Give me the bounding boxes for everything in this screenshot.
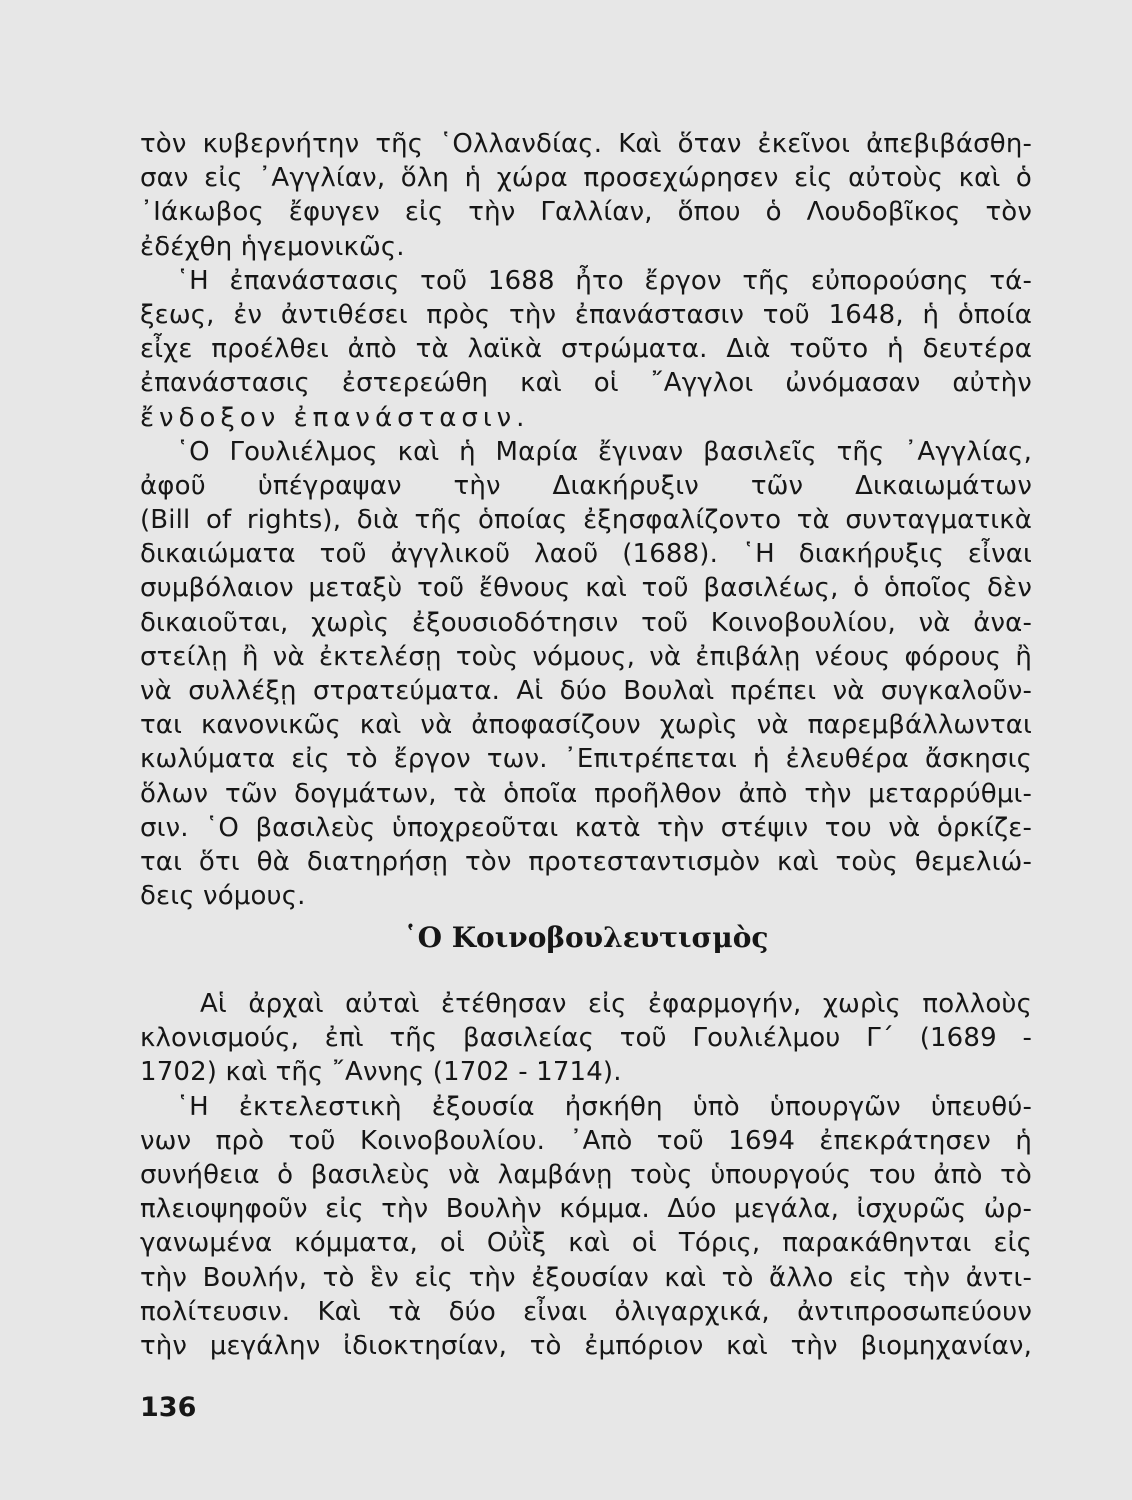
text-line: τὴν Βουλήν, τὸ ἓν εἰς τὴν ἐξουσίαν καὶ τὸ ἄλλο εἰς τὴν ἀντι- bbox=[140, 1262, 1032, 1293]
text-line: νων πρὸ τοῦ Κοινοβουλίου. ᾿Απὸ τοῦ 1694 ἐπεκράτησεν ἡ bbox=[140, 1125, 1032, 1156]
text-line: τὸν κυβερνήτην τῆς ῾Ολλανδίας. Καὶ ὅταν ἐκεῖνοι ἀπεβιβάσθη- bbox=[140, 129, 1032, 159]
text-line: σαν εἰς ᾿Αγγλίαν, ὅλη ἡ χώρα προσεχώρησεν εἰς αὐτοὺς καὶ ὁ bbox=[140, 163, 1032, 194]
text-line: ται κανονικῶς καὶ νὰ ἀποφασίζουν χωρὶς νὰ παρεμβάλλωνται bbox=[140, 710, 1032, 741]
body-text-upper bbox=[140, 127, 1032, 913]
text-line: συνήθεια ὁ βασιλεὺς νὰ λαμβάνῃ τοὺς ὑπουργούς του ἀπὸ τὸ bbox=[140, 1159, 1032, 1190]
text-line: ῾Ο Γουλιέλμος καὶ ἡ Μαρία ἔγιναν βασιλεῖς τῆς ᾿Αγγλίας, bbox=[176, 436, 1032, 467]
text-line: πολίτευσιν. Καὶ τὰ δύο εἶναι ὀλιγαρχικά, ἀντιπροσωπεύουν bbox=[140, 1296, 1032, 1327]
text-line: εἶχε προέλθει ἀπὸ τὰ λαϊκὰ στρώματα. Διὰ τοῦτο ἡ δευτέρα bbox=[140, 334, 1032, 365]
text-line: γανωμένα κόμματα, οἱ Οὐῒξ καὶ οἱ Τόρις, παρακάθηνται εἰς bbox=[140, 1228, 1032, 1259]
text-line: στείλῃ ἢ νὰ ἐκτελέσῃ τοὺς νόμους, νὰ ἐπιβάλῃ νέους φόρους ἢ bbox=[140, 641, 1032, 672]
text-line: ἐπανάστασις ἐστερεώθη καὶ οἱ ῎Αγγλοι ὠνόμασαν αὐτὴν bbox=[140, 368, 1032, 399]
text-line: ἀφοῦ ὑπέγραψαν τὴν Διακήρυξιν τῶν Δικαιωμάτων bbox=[140, 470, 1032, 501]
section-heading: ῾Ο Κοινοβουλευτισμὸς bbox=[403, 921, 769, 954]
text-line: Αἱ ἀρχαὶ αὐταὶ ἐτέθησαν εἰς ἐφαρμογήν, χωρὶς πολλοὺς bbox=[200, 989, 1032, 1019]
text-line: δεις νόμους. bbox=[140, 881, 306, 912]
text-line: τὴν μεγάλην ἰδιοκτησίαν, τὸ ἐμπόριον καὶ τὴν βιομηχανίαν, bbox=[140, 1330, 1032, 1361]
text-line: ἔνδοξον ἐπανάστασιν. bbox=[140, 402, 530, 433]
text-line: 1702) καὶ τῆς ῎Αννης (1702 - 1714). bbox=[140, 1057, 622, 1088]
text-line: ῾Η ἐπανάστασις τοῦ 1688 ἦτο ἔργον τῆς εὐπορούσης τά- bbox=[176, 265, 1032, 296]
text-line: ξεως, ἐν ἀντιθέσει πρὸς τὴν ἐπανάστασιν τοῦ 1648, ἡ ὁποία bbox=[140, 299, 1032, 330]
text-line: ῾Η ἐκτελεστικὴ ἐξουσία ἠσκήθη ὑπὸ ὑπουργῶν ὑπευθύ- bbox=[176, 1091, 1032, 1122]
body-text-lower bbox=[140, 987, 1032, 1363]
text-line: σιν. ῾Ο βασιλεὺς ὑποχρεοῦται κατὰ τὴν στέψιν του νὰ ὁρκίζε- bbox=[140, 812, 1032, 843]
text-line: νὰ συλλέξῃ στρατεύματα. Αἱ δύο Βουλαὶ πρέπει νὰ συγκαλοῦν- bbox=[140, 676, 1032, 706]
text-line: συμβόλαιον μεταξὺ τοῦ ἔθνους καὶ τοῦ βασιλέως, ὁ ὁποῖος δὲν bbox=[140, 573, 1032, 604]
text-line: (Bill of rights), διὰ τῆς ὁποίας ἐξησφαλίζοντο τὰ συνταγματικὰ bbox=[140, 505, 1032, 536]
text-line: ᾿Ιάκωβος ἔφυγεν εἰς τὴν Γαλλίαν, ὅπου ὁ Λουδοβῖκος τὸν bbox=[140, 197, 1032, 228]
text-line: δικαιώματα τοῦ ἀγγλικοῦ λαοῦ (1688). ῾Η διακήρυξις εἶναι bbox=[140, 539, 1032, 570]
text-line: ται ὅτι θὰ διατηρήσῃ τὸν προτεσταντισμὸν καὶ τοὺς θεμελιώ- bbox=[140, 846, 1032, 877]
text-line: κλονισμούς, ἐπὶ τῆς βασιλείας τοῦ Γουλιέλμου Γ΄ (1689 - bbox=[140, 1023, 1032, 1054]
text-line: ὅλων τῶν δογμάτων, τὰ ὁποῖα προῆλθον ἀπὸ τὴν μεταρρύθμι- bbox=[140, 778, 1032, 809]
text-line: δικαιοῦται, χωρὶς ἐξουσιοδότησιν τοῦ Κοινοβουλίου, νὰ ἀνα- bbox=[140, 607, 1032, 638]
text-line: πλειοψηφοῦν εἰς τὴν Βουλὴν κόμμα. Δύο μεγάλα, ἰσχυρῶς ὠρ- bbox=[140, 1194, 1032, 1225]
text-line: ἐδέχθη ἡγεμονικῶς. bbox=[140, 231, 405, 262]
page-number: 136 bbox=[140, 1392, 197, 1423]
text-line: κωλύματα εἰς τὸ ἔργον των. ᾿Επιτρέπεται ἡ ἐλευθέρα ἄσκησις bbox=[140, 744, 1032, 775]
